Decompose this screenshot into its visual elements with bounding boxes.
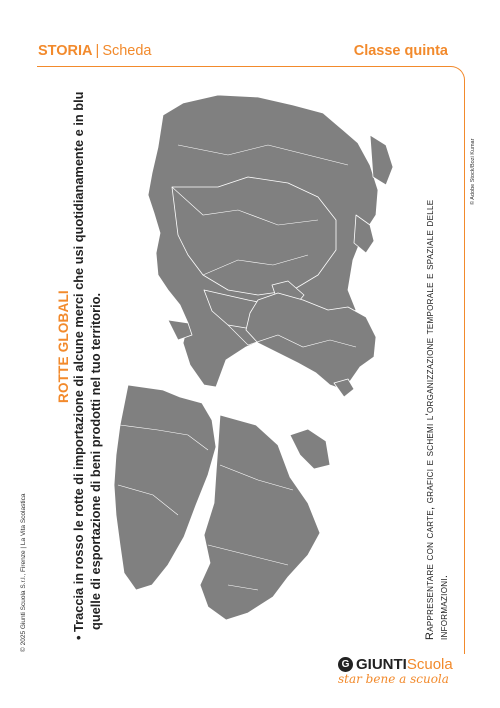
grade-label: Classe quinta <box>353 43 448 59</box>
instruction-line-2: quelle di esportazione di beni prodotti nel tuo territorio. <box>88 293 103 630</box>
world-map <box>108 85 410 637</box>
header-separator: | <box>95 43 100 59</box>
section-label: Scheda <box>102 43 152 59</box>
logo-brand-light: Scuola <box>406 656 453 673</box>
caption-text <box>423 200 451 640</box>
map-region <box>290 429 330 469</box>
brand-logo <box>338 656 453 686</box>
caption-line-1: Rappresentare con carte, grafici e schemi l'organizzazione temporale e spaziale delle <box>424 199 436 640</box>
map-region <box>370 135 393 185</box>
instruction-text <box>70 92 104 640</box>
image-credit: © Adobe Stock/Bozi Kumar <box>470 138 476 205</box>
copyright-text: © 2025 Giunti Scuola S.r.l., Firenze | La Vita Scolastica <box>20 493 27 652</box>
map-region <box>246 293 376 390</box>
map-region <box>114 385 216 590</box>
instruction-line-1: • Traccia in rosso le rotte di importazione di alcune merci che usi quotidianamente e in blu <box>71 91 86 640</box>
header-subject <box>38 43 152 59</box>
giunti-g-icon: G <box>338 657 353 672</box>
subject-label: STORIA <box>38 43 93 59</box>
worksheet-title: ROTTE GLOBALI <box>56 290 71 403</box>
logo-brand-bold: GIUNTI <box>356 656 407 673</box>
caption-line-2: informazioni. <box>438 574 450 640</box>
logo-wordmark <box>338 656 453 673</box>
logo-tagline: star bene a scuola <box>338 672 449 686</box>
